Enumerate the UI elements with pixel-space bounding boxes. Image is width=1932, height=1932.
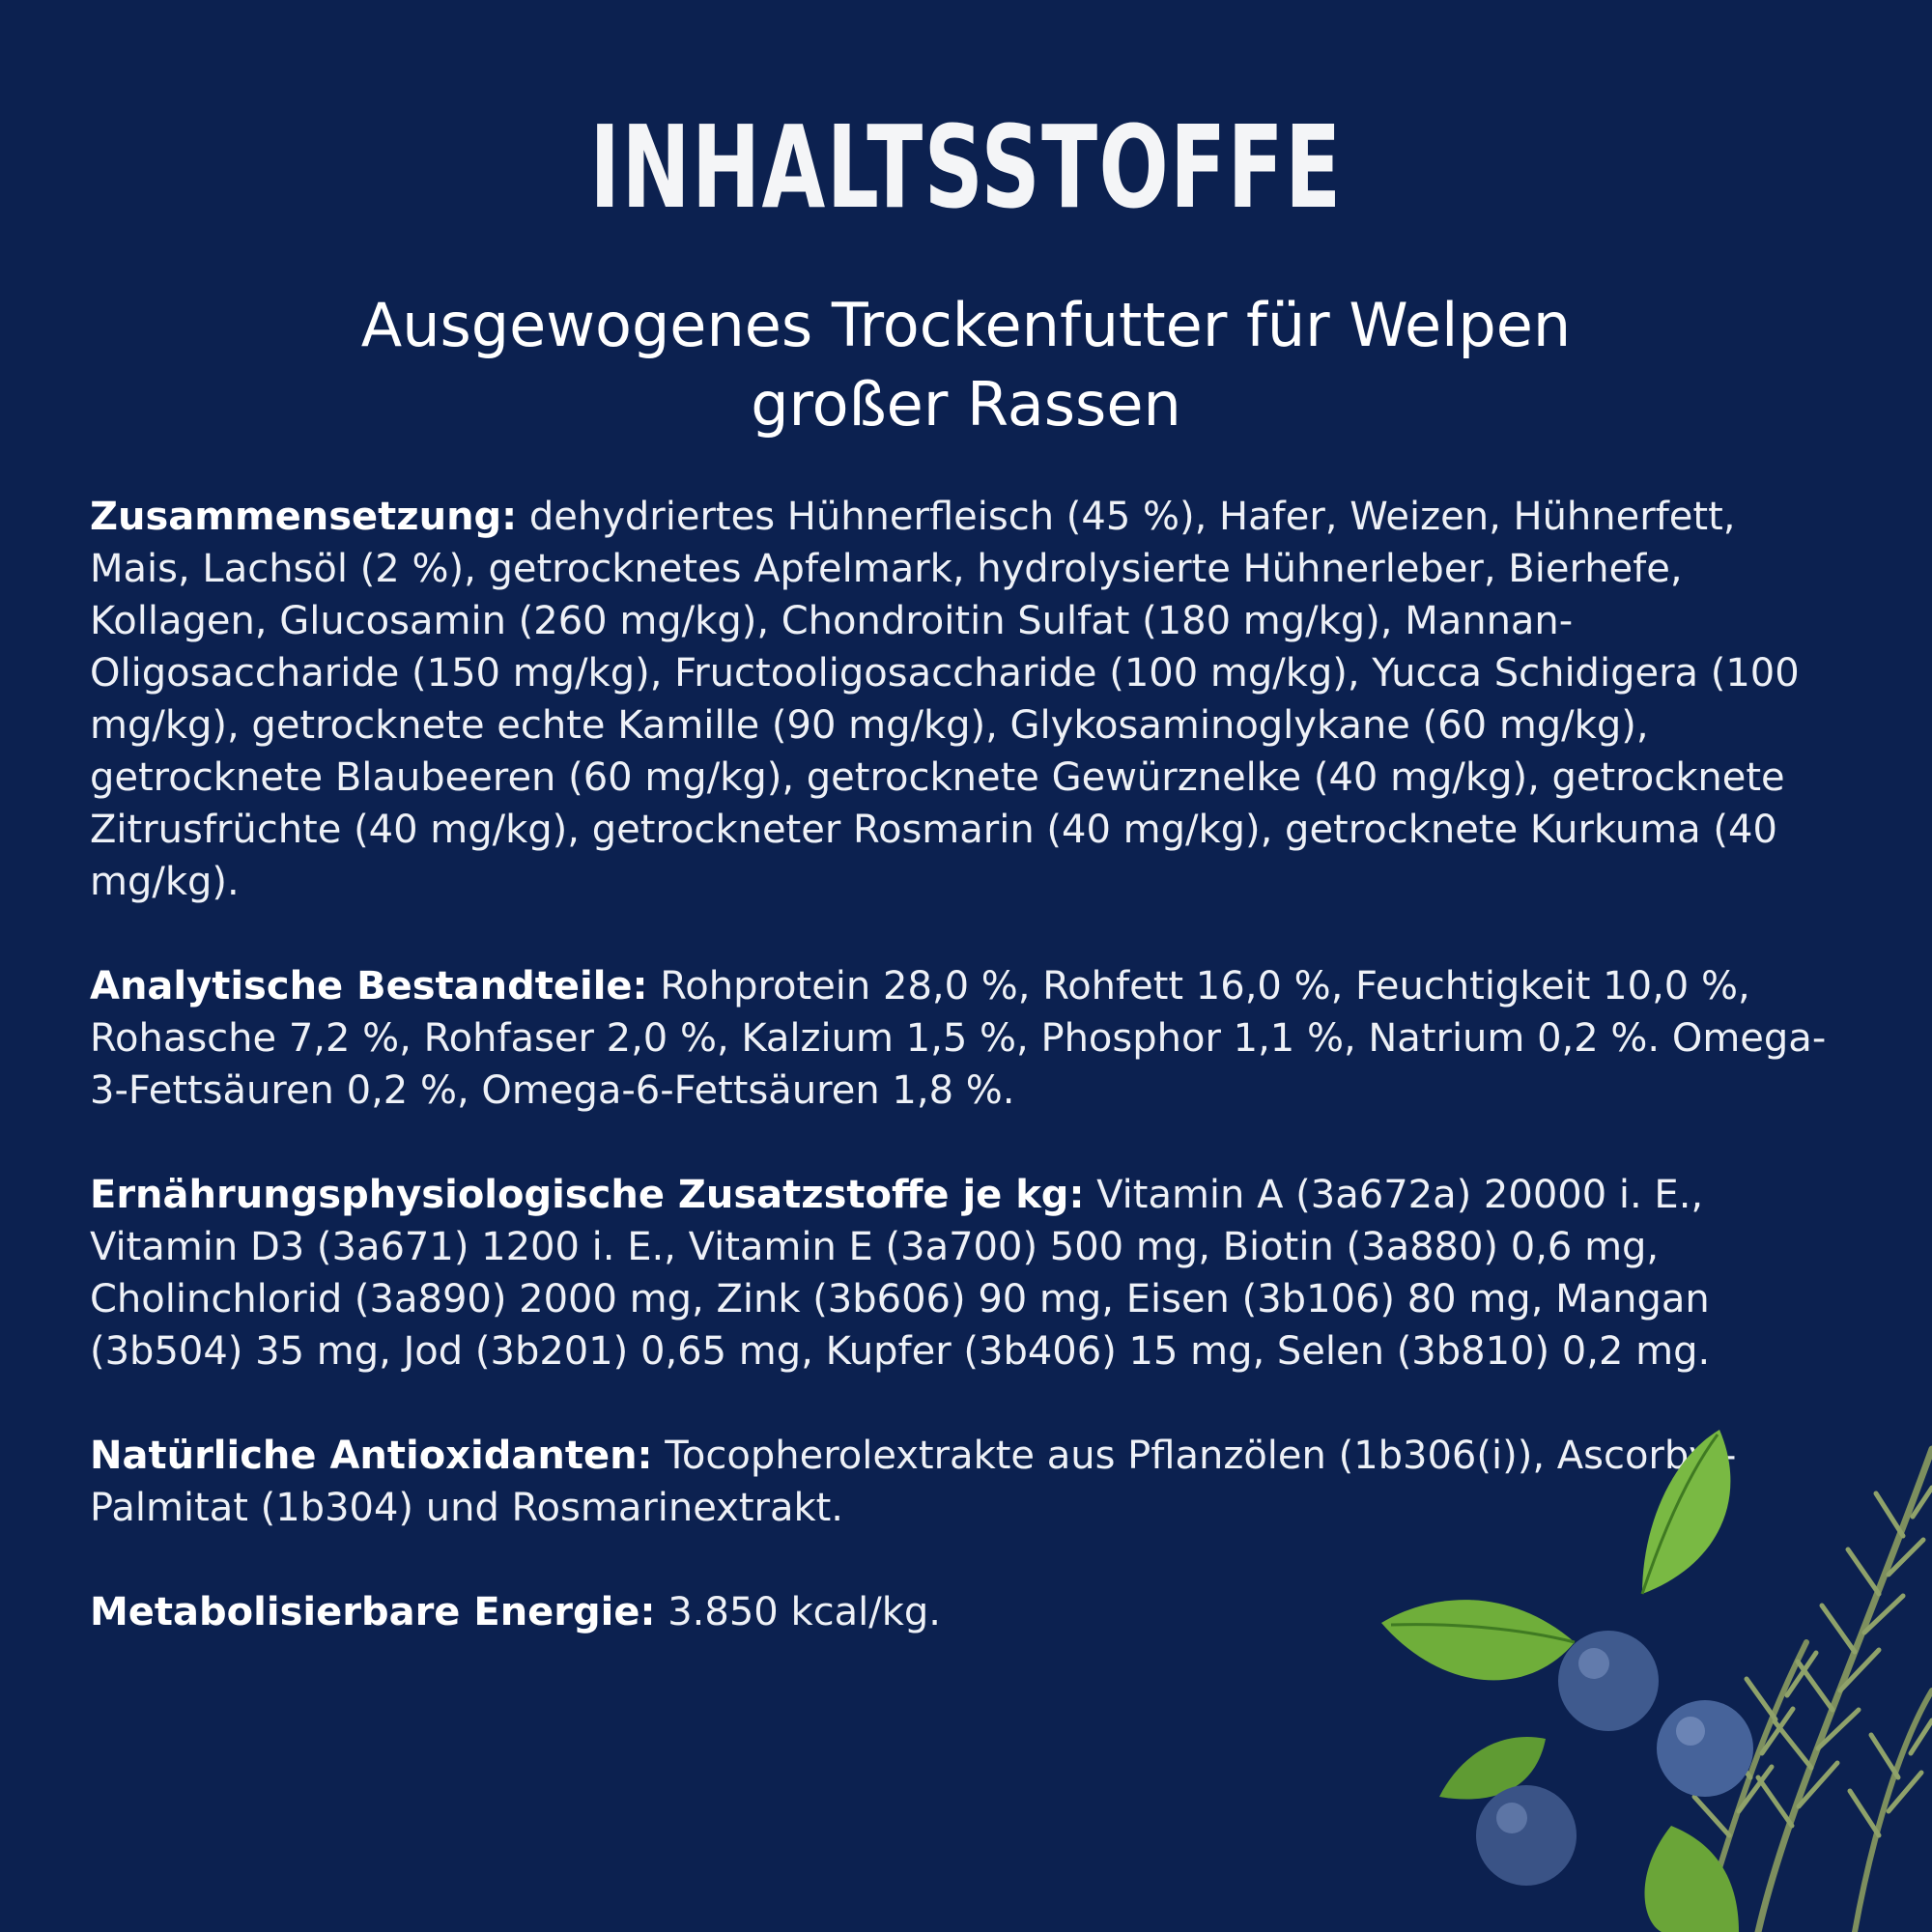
composition-text: dehydriertes Hühnerfleisch (45 %), Hafer, Weizen, Hühnerfett, Mais, Lachsöl (2 %), getrocknetes Apfelmark, hydrolysierte Hühnerleber, Bierhefe, Kollagen, Glucosamin (260 mg/kg), Chondroitin Sulfat (180 mg/kg), Mannan-Oligosaccharide (150 mg/kg), Fructooligosaccharide (100 mg/kg), Yucca Schidigera (100 mg/kg), getrocknete echte Kamille (90 mg/kg), Glykosaminoglykane (60 mg/kg), getrocknete Blaubeeren (60 mg/kg), getrocknete Gewürznelke (40 mg/kg), getrocknete Zitrusfrüchte (40 mg/kg), getrockneter Rosmarin (40 mg/kg), getrocknete Kurkuma (40 mg/kg). — [90, 495, 1800, 904]
analytical-text: Rohprotein 28,0 %, Rohfett 16,0 %, Feuchtigkeit 10,0 %, Rohasche 7,2 %, Rohfaser 2,0 %, Kalzium 1,5 %, Phosphor 1,1 %, Natrium 0,2 %. Omega-3-Fettsäuren 0,2 %, Omega-6-Fettsäuren 1,8 %. — [90, 964, 1827, 1113]
subtitle-line-1: Ausgewogenes Trockenfutter für Welpen — [360, 290, 1572, 360]
energy-label: Metabolisierbare Energie: — [90, 1590, 656, 1634]
analytical-paragraph — [90, 960, 1843, 1117]
page-title: INHALTSSTOFFE — [589, 100, 1343, 234]
blueberry-rosemary-icon — [1352, 1420, 1932, 1932]
antioxidants-label: Natürliche Antioxidanten: — [90, 1434, 653, 1478]
additives-paragraph — [90, 1169, 1843, 1378]
subtitle-line-2: großer Rassen — [751, 369, 1181, 440]
composition-paragraph — [90, 491, 1843, 908]
analytical-label: Analytische Bestandteile: — [90, 964, 648, 1009]
rosemary-icon — [1694, 1449, 1932, 1932]
page-subtitle — [193, 286, 1739, 444]
energy-text: 3.850 kcal/kg. — [668, 1590, 941, 1634]
composition-label: Zusammensetzung: — [90, 495, 518, 539]
additives-text: Vitamin A (3a672a) 20000 i. E., Vitamin D3 (3a671) 1200 i. E., Vitamin E (3a700) 500 mg, Biotin (3a880) 0,6 mg, Cholinchlorid (3a890) 2000 mg, Zink (3b606) 90 mg, Eisen (3b106) 80 mg, Mangan (3b504) 35 mg, Jod (3b201) 0,65 mg, Kupfer (3b406) 15 mg, Selen (3b810) 0,2 mg. — [90, 1173, 1711, 1374]
antioxidants-text: Tocopherolextrakte aus Pflanzölen (1b306(i)), Ascorbyl-Palmitat (1b304) und Rosmarinextrakt. — [90, 1434, 1737, 1530]
additives-label: Ernährungsphysiologische Zusatzstoffe je kg: — [90, 1173, 1085, 1217]
